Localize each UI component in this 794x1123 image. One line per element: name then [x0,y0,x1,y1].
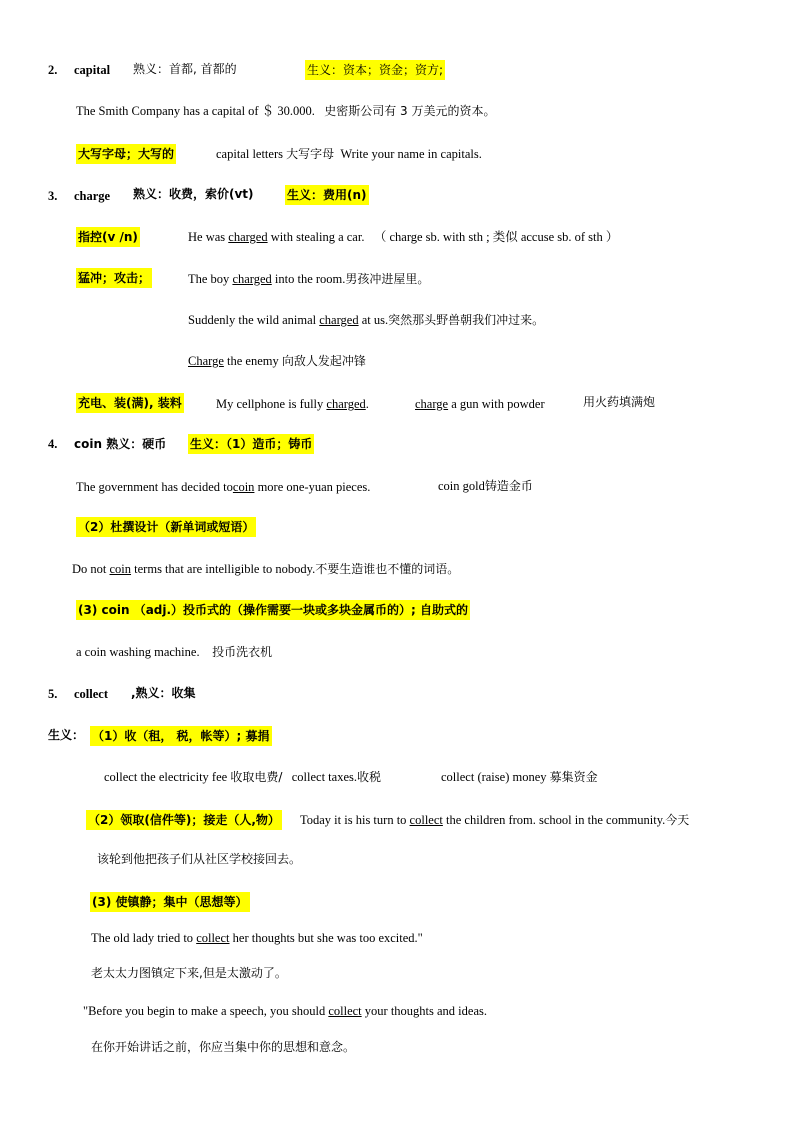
sense-label: 指控(v /n) [76,227,140,247]
sense-label: （2）领取(信件等)；接走（人,物） [86,810,282,830]
example-translation: 用火药填满炮 [583,395,656,409]
example-sentence: Today it is his turn to collect the children from. school in the community.今天 [300,813,690,827]
example-sentence: Do not coin terms that are intelligible to nobody.不要生造谁也不懂的词语。 [72,562,460,576]
example-translation: 在你开始讲话之前，你应当集中你的思想和意念。 [91,1040,356,1054]
familiar-meaning: 熟义：首都, 首都的 [133,62,237,76]
example-sentence: collect the electricity fee 收取电费/ collect taxes.收税 [104,770,381,784]
example-sentence: collect (raise) money 募集资金 [441,770,598,784]
entry-capital-heading [48,61,110,79]
example-sentence: Charge the enemy 向敌人发起冲锋 [188,354,366,368]
headword: coin 熟义：硬币 [74,437,167,451]
rare-meaning-prefix: 生义： [48,728,85,742]
entry-number: 5. [48,687,58,701]
familiar-meaning: 熟义：收费，索价(vt) [133,187,254,201]
entry-charge-heading [48,187,110,205]
example-translation: 该轮到他把孩子们从社区学校接回去。 [97,852,302,866]
headword: collect [74,687,109,701]
example-sentence: He was charged with stealing a car. （ charge sb. with sth ; 类似 accuse sb. of sth ） [188,230,619,244]
sense-label: （2）杜撰设计（新单词或短语） [76,517,256,537]
example-sentence: charge a gun with powder [415,397,545,411]
sense-label: 猛冲；攻击； [76,268,152,288]
rare-meaning: 生义：资本；资金；资方; [305,60,445,80]
rare-meaning: 生义：费用(n) [285,185,369,205]
rare-meaning: 生义：（1）造币；铸币 [188,434,314,454]
headword: capital [74,63,111,77]
familiar-meaning: ,熟义：收集 [131,686,196,700]
entry-collect-heading [48,685,108,703]
example-sentence: "Before you begin to make a speech, you should collect your thoughts and ideas. [83,1004,487,1018]
example-sentence: capital letters 大写字母 Write your name in capitals. [216,147,482,161]
example-sentence: Suddenly the wild animal charged at us.突然那头野兽朝我们冲过来。 [188,313,545,327]
example-sentence: The government has decided tocoin more one-yuan pieces. [76,480,371,494]
example-sentence: The old lady tried to collect her thoughts but she was too excited." [91,931,423,945]
sense-label: （1）收（租， 税，帐等）; 募捐 [90,726,272,746]
example-sentence: My cellphone is fully charged. [216,397,369,411]
example-sentence: The boy charged into the room.男孩冲进屋里。 [188,272,430,286]
example-sentence: The Smith Company has a capital of ＄ 30.000. 史密斯公司有 3 万美元的资本。 [76,104,496,118]
entry-number: 4. [48,437,58,451]
sense-label: (3) coin （adj.）投币式的（操作需要一块或多块金属币的）; 自助式的 [76,600,470,620]
headword: charge [74,189,111,203]
sense-label: 充电、装(满), 装料 [76,393,184,413]
entry-coin-heading [48,435,166,453]
sense-label: 大写字母；大写的 [76,144,176,164]
example-translation: 老太太力图镇定下来,但是太激动了。 [91,966,287,980]
entry-number: 2. [48,63,58,77]
example-sentence: coin gold铸造金币 [438,479,533,493]
example-sentence: a coin washing machine. 投币洗衣机 [76,645,273,659]
entry-number: 3. [48,189,58,203]
sense-label: (3) 使镇静；集中（思想等） [90,892,250,912]
